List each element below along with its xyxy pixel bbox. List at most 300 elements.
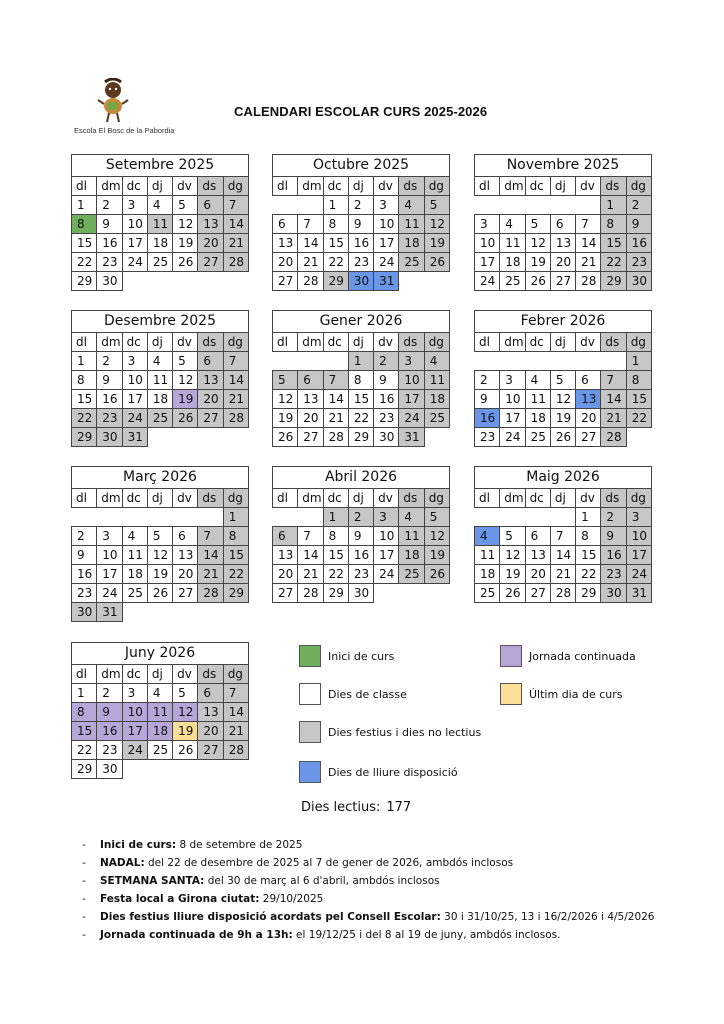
empty-cell [198, 272, 223, 291]
day-cell: 24 [475, 272, 500, 291]
weekday-header: dl [72, 177, 97, 196]
weekday-header: dg [626, 177, 651, 196]
legend-swatch [299, 645, 321, 667]
day-cell: 3 [122, 196, 147, 215]
day-cell: 23 [348, 565, 373, 584]
day-cell: 4 [500, 215, 525, 234]
weekday-header: dc [525, 333, 550, 352]
bullet-dash-icon: - [82, 875, 86, 887]
day-cell: 2 [97, 684, 122, 703]
day-cell: 24 [97, 584, 122, 603]
week-row [72, 508, 249, 527]
week-row [72, 722, 249, 741]
day-cell: 6 [198, 684, 223, 703]
day-cell: 29 [223, 584, 248, 603]
note-label: SETMANA SANTA: [100, 875, 205, 887]
day-cell: 27 [273, 584, 298, 603]
day-cell: 19 [424, 234, 449, 253]
empty-cell [173, 272, 198, 291]
day-cell: 30 [97, 272, 122, 291]
weekday-header: dj [147, 333, 172, 352]
weekday-header: dc [525, 177, 550, 196]
legend-swatch [299, 761, 321, 783]
weekday-header: dm [500, 333, 525, 352]
week-row [475, 215, 652, 234]
day-cell: 27 [576, 428, 601, 447]
empty-cell [500, 196, 525, 215]
weekday-header-row [72, 665, 249, 684]
day-cell: 13 [550, 234, 575, 253]
weekday-header-row [273, 177, 450, 196]
weekday-header: dv [173, 665, 198, 684]
day-cell: 16 [601, 546, 626, 565]
week-row [72, 703, 249, 722]
day-cell: 28 [550, 584, 575, 603]
day-cell: 5 [424, 196, 449, 215]
day-cell: 3 [97, 527, 122, 546]
week-row [475, 272, 652, 291]
day-cell: 20 [576, 409, 601, 428]
day-cell: 30 [374, 428, 399, 447]
day-cell: 23 [97, 741, 122, 760]
school-logo [96, 78, 130, 124]
day-cell: 24 [399, 409, 424, 428]
weekday-header: dj [147, 665, 172, 684]
day-cell: 21 [576, 253, 601, 272]
weekday-header: ds [198, 489, 223, 508]
weekday-header: dl [475, 489, 500, 508]
day-cell: 25 [147, 409, 172, 428]
empty-cell [424, 272, 449, 291]
day-cell: 12 [173, 703, 198, 722]
day-cell: 17 [97, 565, 122, 584]
day-cell: 18 [500, 253, 525, 272]
legend-label: Últim dia de curs [529, 688, 623, 701]
weekday-header: dj [550, 333, 575, 352]
weekday-header: dl [273, 333, 298, 352]
day-cell: 13 [298, 390, 323, 409]
day-cell: 2 [374, 352, 399, 371]
note-text: el 19/12/25 i del 8 al 19 de juny, ambdós inclosos. [296, 929, 561, 941]
day-cell: 11 [147, 371, 172, 390]
day-cell: 22 [323, 253, 348, 272]
day-cell: 10 [374, 527, 399, 546]
day-cell: 18 [424, 390, 449, 409]
day-cell: 27 [198, 741, 223, 760]
day-cell: 11 [399, 215, 424, 234]
empty-cell [399, 272, 424, 291]
weekday-header: dl [72, 665, 97, 684]
empty-cell [374, 584, 399, 603]
empty-cell [475, 352, 500, 371]
weekday-header-row [475, 177, 652, 196]
day-cell: 31 [122, 428, 147, 447]
week-row [72, 546, 249, 565]
week-row [72, 272, 249, 291]
day-cell: 15 [323, 234, 348, 253]
empty-cell [198, 428, 223, 447]
week-row [475, 196, 652, 215]
weekday-header: ds [601, 489, 626, 508]
day-cell: 7 [298, 527, 323, 546]
month-3 [71, 310, 249, 447]
weekday-header: dj [550, 489, 575, 508]
weekday-header: dl [475, 333, 500, 352]
day-cell: 15 [323, 546, 348, 565]
week-row [72, 760, 249, 779]
empty-cell [273, 196, 298, 215]
day-cell: 4 [525, 371, 550, 390]
note-text: 30 i 31/10/25, 13 i 16/2/2026 i 4/5/2026 [444, 911, 655, 923]
weekday-header: dv [374, 333, 399, 352]
day-cell: 10 [122, 371, 147, 390]
day-cell: 5 [273, 371, 298, 390]
day-cell: 11 [147, 215, 172, 234]
week-row [72, 741, 249, 760]
week-row [273, 390, 450, 409]
day-cell: 3 [374, 508, 399, 527]
day-cell: 9 [72, 546, 97, 565]
empty-cell [198, 603, 223, 622]
bullet-dash-icon: - [82, 839, 86, 851]
bullet-dash-icon: - [82, 893, 86, 905]
day-cell: 19 [173, 390, 198, 409]
day-cell: 18 [399, 234, 424, 253]
day-cell: 14 [223, 215, 248, 234]
empty-cell [122, 272, 147, 291]
weekday-header: ds [399, 177, 424, 196]
day-cell: 7 [223, 684, 248, 703]
day-cell: 26 [273, 428, 298, 447]
day-cell: 15 [348, 390, 373, 409]
weekday-header: dg [223, 333, 248, 352]
day-cell: 29 [323, 584, 348, 603]
weekday-header: ds [198, 177, 223, 196]
day-cell: 8 [223, 527, 248, 546]
day-cell: 20 [273, 565, 298, 584]
weekday-header: dl [72, 333, 97, 352]
weekday-header: dm [500, 177, 525, 196]
empty-cell [525, 196, 550, 215]
day-cell: 17 [626, 546, 651, 565]
legend-swatch [299, 721, 321, 743]
note-item [82, 872, 702, 890]
month-title: Gener 2026 [272, 310, 450, 332]
day-cell: 12 [424, 215, 449, 234]
empty-cell [173, 760, 198, 779]
day-cell: 29 [72, 272, 97, 291]
day-cell: 3 [475, 215, 500, 234]
day-cell: 28 [298, 272, 323, 291]
day-cell: 12 [424, 527, 449, 546]
legend-label: Dies festius i dies no lectius [328, 726, 482, 739]
week-row [475, 409, 652, 428]
note-text: del 30 de març al 6 d'abril, ambdós inclosos [207, 875, 440, 887]
empty-cell [298, 508, 323, 527]
empty-cell [298, 352, 323, 371]
day-cell: 6 [298, 371, 323, 390]
day-cell: 1 [72, 196, 97, 215]
empty-cell [475, 508, 500, 527]
empty-cell [173, 508, 198, 527]
day-cell: 9 [97, 703, 122, 722]
day-cell: 11 [399, 527, 424, 546]
day-cell: 21 [298, 253, 323, 272]
day-cell: 31 [97, 603, 122, 622]
weekday-header-row [475, 489, 652, 508]
day-cell: 25 [500, 272, 525, 291]
day-cell: 14 [198, 546, 223, 565]
day-cell: 8 [72, 215, 97, 234]
weekday-header: dm [298, 177, 323, 196]
empty-cell [525, 508, 550, 527]
weekday-header: dv [173, 333, 198, 352]
month-title: Novembre 2025 [474, 154, 652, 176]
empty-cell [323, 352, 348, 371]
day-cell: 6 [273, 215, 298, 234]
day-cell: 20 [525, 565, 550, 584]
day-cell: 22 [348, 409, 373, 428]
weekday-header: dc [122, 489, 147, 508]
day-cell: 17 [374, 546, 399, 565]
day-cell: 3 [374, 196, 399, 215]
day-cell: 8 [348, 371, 373, 390]
week-row [72, 409, 249, 428]
day-cell: 17 [122, 234, 147, 253]
day-cell: 14 [223, 371, 248, 390]
day-cell: 21 [601, 409, 626, 428]
weekday-header: dv [576, 333, 601, 352]
week-row [273, 234, 450, 253]
weekday-header-row [72, 333, 249, 352]
week-row [273, 272, 450, 291]
week-row [273, 215, 450, 234]
month-7 [272, 466, 450, 603]
day-cell: 21 [223, 390, 248, 409]
day-cell: 22 [601, 253, 626, 272]
month-title: Febrer 2026 [474, 310, 652, 332]
day-cell: 15 [72, 390, 97, 409]
weekday-header: dm [97, 665, 122, 684]
day-cell: 14 [298, 234, 323, 253]
day-cell: 6 [173, 527, 198, 546]
day-cell: 28 [323, 428, 348, 447]
day-cell: 11 [525, 390, 550, 409]
week-row [72, 527, 249, 546]
day-cell: 22 [72, 741, 97, 760]
bullet-dash-icon: - [82, 929, 86, 941]
day-cell: 19 [550, 409, 575, 428]
week-row [72, 428, 249, 447]
week-row [273, 546, 450, 565]
weekday-header: dc [525, 489, 550, 508]
day-cell: 23 [374, 409, 399, 428]
day-cell: 1 [626, 352, 651, 371]
day-cell: 7 [601, 371, 626, 390]
note-text: 8 de setembre de 2025 [179, 839, 303, 851]
day-cell: 19 [525, 253, 550, 272]
weekday-header: dj [348, 177, 373, 196]
week-row [475, 371, 652, 390]
weekday-header-row [72, 489, 249, 508]
week-row [475, 508, 652, 527]
day-cell: 10 [626, 527, 651, 546]
week-row [273, 428, 450, 447]
empty-cell [550, 508, 575, 527]
day-cell: 21 [323, 409, 348, 428]
day-cell: 27 [273, 272, 298, 291]
day-cell: 24 [374, 565, 399, 584]
month-2 [474, 154, 652, 291]
day-cell: 12 [147, 546, 172, 565]
day-cell: 22 [72, 253, 97, 272]
day-cell: 15 [72, 722, 97, 741]
empty-cell [147, 272, 172, 291]
weekday-header: dc [323, 333, 348, 352]
day-cell: 27 [525, 584, 550, 603]
day-cell: 12 [500, 546, 525, 565]
empty-cell [500, 352, 525, 371]
day-cell: 26 [550, 428, 575, 447]
day-cell: 16 [72, 565, 97, 584]
day-cell: 5 [147, 527, 172, 546]
day-cell: 25 [525, 428, 550, 447]
week-row [273, 584, 450, 603]
day-cell: 18 [525, 409, 550, 428]
legend-swatch [500, 645, 522, 667]
day-cell: 20 [198, 722, 223, 741]
day-cell: 15 [72, 234, 97, 253]
day-cell: 21 [198, 565, 223, 584]
day-cell: 25 [122, 584, 147, 603]
day-cell: 27 [198, 253, 223, 272]
day-cell: 23 [72, 584, 97, 603]
day-cell: 28 [223, 253, 248, 272]
day-cell: 9 [475, 390, 500, 409]
day-cell: 15 [626, 390, 651, 409]
day-cell: 26 [173, 253, 198, 272]
note-item [82, 854, 702, 872]
day-cell: 27 [198, 409, 223, 428]
day-cell: 14 [576, 234, 601, 253]
day-cell: 8 [576, 527, 601, 546]
day-cell: 13 [198, 703, 223, 722]
day-cell: 2 [348, 196, 373, 215]
day-cell: 28 [576, 272, 601, 291]
note-item [82, 836, 702, 854]
day-cell: 16 [475, 409, 500, 428]
day-cell: 1 [323, 196, 348, 215]
week-row [475, 428, 652, 447]
day-cell: 11 [424, 371, 449, 390]
day-cell: 18 [475, 565, 500, 584]
day-cell: 1 [72, 684, 97, 703]
month-table [71, 332, 249, 447]
note-label: Jornada continuada de 9h a 13h: [100, 929, 293, 941]
day-cell: 28 [601, 428, 626, 447]
day-cell: 23 [475, 428, 500, 447]
day-cell: 6 [198, 352, 223, 371]
week-row [72, 196, 249, 215]
day-cell: 8 [72, 703, 97, 722]
day-cell: 19 [500, 565, 525, 584]
day-cell: 18 [147, 234, 172, 253]
week-row [475, 390, 652, 409]
month-title: Maig 2026 [474, 466, 652, 488]
day-cell: 9 [97, 371, 122, 390]
day-cell: 10 [399, 371, 424, 390]
day-cell: 12 [273, 390, 298, 409]
day-cell: 5 [500, 527, 525, 546]
day-cell: 13 [198, 215, 223, 234]
empty-cell [122, 508, 147, 527]
day-cell: 30 [97, 428, 122, 447]
weekday-header: dm [97, 177, 122, 196]
day-cell: 4 [147, 196, 172, 215]
weekday-header: dj [550, 177, 575, 196]
day-cell: 16 [348, 546, 373, 565]
empty-cell [550, 196, 575, 215]
day-cell: 17 [122, 722, 147, 741]
weekday-header: dc [122, 177, 147, 196]
weekday-header: dg [424, 333, 449, 352]
day-cell: 30 [601, 584, 626, 603]
month-6 [71, 466, 249, 622]
day-cell: 24 [122, 741, 147, 760]
week-row [475, 565, 652, 584]
day-cell: 18 [399, 546, 424, 565]
day-cell: 2 [601, 508, 626, 527]
day-cell: 4 [475, 527, 500, 546]
header [0, 0, 724, 150]
day-cell: 4 [399, 196, 424, 215]
day-cell: 12 [173, 371, 198, 390]
day-cell: 5 [424, 508, 449, 527]
day-cell: 2 [97, 352, 122, 371]
legend-swatch [299, 683, 321, 705]
note-item [82, 890, 702, 908]
day-cell: 20 [173, 565, 198, 584]
dies-lectius-value: 177 [386, 800, 412, 815]
day-cell: 3 [122, 684, 147, 703]
week-row [273, 409, 450, 428]
month-4 [272, 310, 450, 447]
day-cell: 16 [348, 234, 373, 253]
day-cell: 22 [323, 565, 348, 584]
day-cell: 5 [550, 371, 575, 390]
day-cell: 26 [147, 584, 172, 603]
day-cell: 7 [323, 371, 348, 390]
weekday-header: dg [626, 333, 651, 352]
day-cell: 11 [122, 546, 147, 565]
day-cell: 17 [475, 253, 500, 272]
week-row [475, 352, 652, 371]
day-cell: 10 [374, 215, 399, 234]
day-cell: 6 [198, 196, 223, 215]
week-row [475, 253, 652, 272]
day-cell: 1 [601, 196, 626, 215]
day-cell: 9 [348, 215, 373, 234]
day-cell: 14 [323, 390, 348, 409]
week-row [72, 390, 249, 409]
day-cell: 12 [550, 390, 575, 409]
day-cell: 10 [97, 546, 122, 565]
day-cell: 16 [97, 722, 122, 741]
week-row [72, 371, 249, 390]
day-cell: 13 [576, 390, 601, 409]
weekday-header: dc [323, 489, 348, 508]
weekday-header-row [273, 489, 450, 508]
